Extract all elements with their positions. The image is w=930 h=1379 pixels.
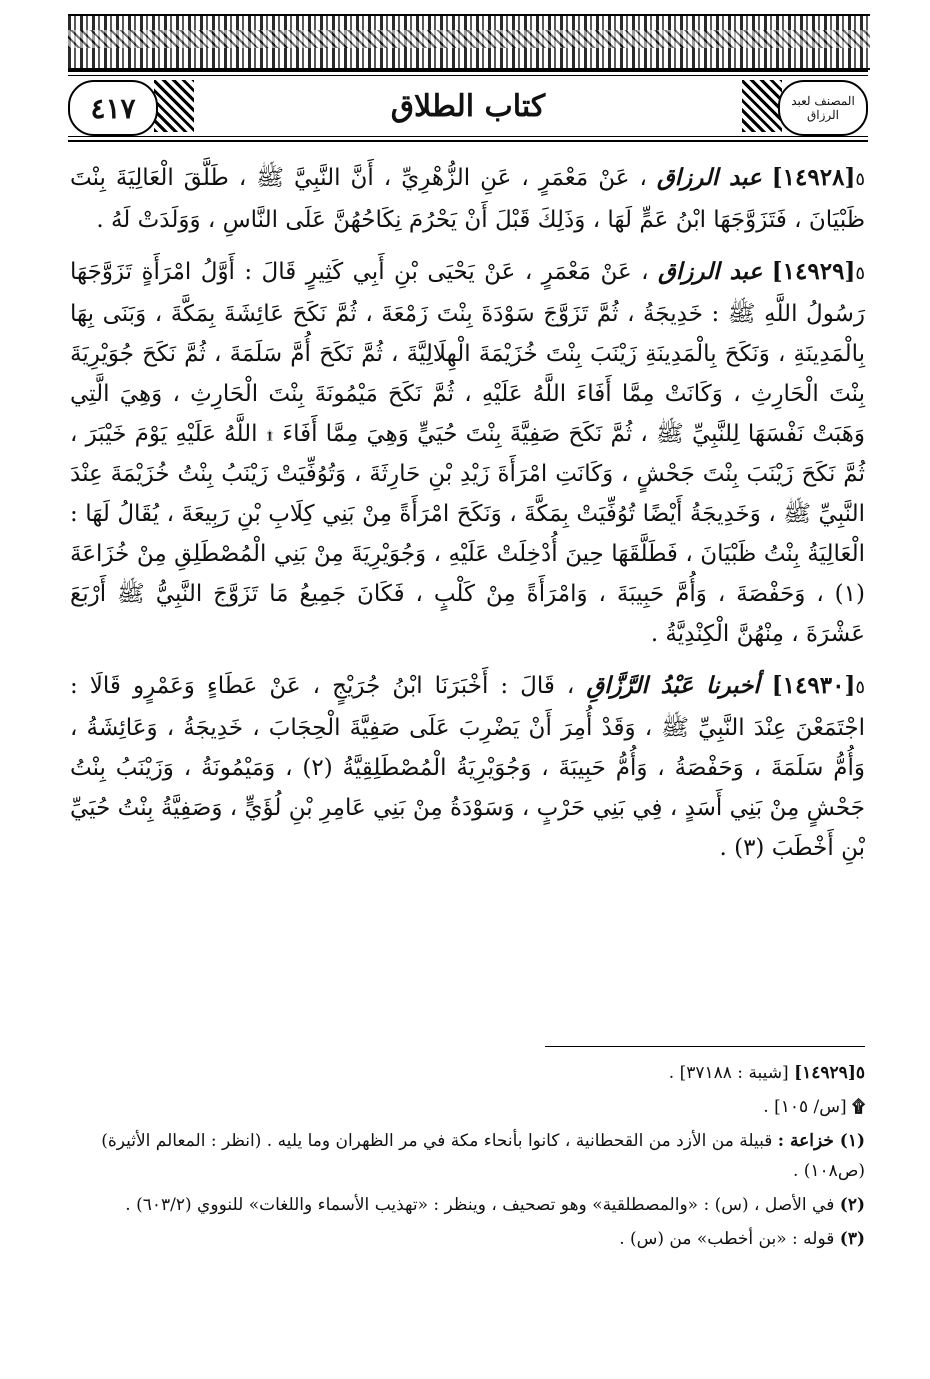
footnotes [70,1058,865,1258]
footnote-label: (٢) [839,1195,865,1215]
footnote-text: في الأصل ، (س) : «والمصطلقية» وهو تصحيف ، وينظر : «تهذيب الأسماء واللغات» للنووي (٦٠٣/٢) . [125,1195,835,1215]
footnote-text: [شيبة : ٣٧١٨٨] . [668,1063,789,1083]
hadith-narrator: أخبرنا عَبْدُ الرَّزَّاقِ [586,672,760,699]
header-rule-top-inner [68,75,868,76]
footnote-label: ۩ [852,1097,865,1117]
hadith-marker: ٥ [855,677,865,698]
hadith-number: [١٤٩٢٩] [771,258,856,285]
hadith-number: [١٤٩٢٨] [771,164,856,191]
footnote [70,1092,865,1122]
footnote-text: [س/ ١٠٥] . [763,1097,847,1117]
footnote-label: (٣) [839,1229,865,1249]
footnote [70,1224,865,1254]
hadith-marker: ٥ [855,169,866,190]
footnote [70,1190,865,1220]
hadith-entry [70,158,865,240]
footnote-text: قوله : «بن أخطب» من (س) . [619,1229,835,1249]
header-rule-top [68,70,868,72]
top-ornament-border [68,14,870,70]
hadith-narrator: عبد الرزاق [656,164,762,191]
header-rule-bottom-inner [68,136,868,137]
header-pattern-right [742,80,782,132]
footnote [70,1058,865,1088]
hadith-text: ، قَالَ : أَخْبَرَنَا ابْنُ جُرَيْجٍ ، عَنْ عَطَاءٍ وَعَمْرٍو قَالَا : اجْتَمَعْنَ عِنْدَ النَّبِيِّ ﷺ ، وَقَدْ أُمِرَ أَنْ يَضْرِبَ عَلَى صَفِيَّةَ الْحِجَابَ ، خَدِيجَةُ ، وَعَائِشَةُ ، وَأُمُّ سَلَمَةَ ، وَحَفْصَةُ ، وَأُمُّ حَبِيبَةَ ، وَجُوَيْرِيَةُ الْمُصْطَلِقِيَّةُ (٢) ، وَمَيْمُونَةُ ، وَزَيْنَبُ بِنْتُ جَحْشٍ مِنْ بَنِي أَسَدٍ ، فِي بَنِي حَرْبٍ ، وَسَوْدَةُ مِنْ بَنِي عَامِرِ بْنِ لُؤَيٍّ ، وَصَفِيَّةُ بِنْتُ حُيَيِّ بْنِ أَخْطَبَ (٣) . [70,673,865,861]
footnote-label: ٥[١٤٩٢٩] [794,1063,865,1083]
hadith-entry [70,252,865,654]
book-logo: المصنف لعبد الرزاق [778,80,868,136]
footnote-separator [545,1046,865,1047]
main-text [70,158,865,880]
page-header [68,70,868,142]
footnote [70,1126,865,1186]
header-pattern-left [154,80,194,132]
hadith-marker: ٥ [855,263,866,284]
page-number: ٤١٧ [68,80,158,136]
hadith-text: ، عَنْ مَعْمَرٍ ، عَنِ الزُّهْرِيِّ ، أَنَّ النَّبِيَّ ﷺ ، طَلَّقَ الْعَالِيَةَ بِنْتَ ظَبْيَانَ ، فَتَزَوَّجَهَا ابْنُ عَمٍّ لَهَا ، وَذَلِكَ قَبْلَ أَنْ يَحْرُمَ نِكَاحُهُنَّ عَلَى النَّاسِ ، وَوَلَدَتْ لَهُ . [70,165,865,233]
chapter-title: كتاب الطلاق [390,88,546,124]
hadith-text: ، عَنْ مَعْمَرٍ ، عَنْ يَحْيَى بْنِ أَبِي كَثِيرٍ قَالَ : أَوَّلُ امْرَأَةٍ تَزَوَّجَهَا رَسُولُ اللَّهِ ﷺ : خَدِيجَةُ ، ثُمَّ تَزَوَّجَ سَوْدَةَ بِنْتَ زَمْعَةَ ، ثُمَّ نَكَحَ عَائِشَةَ بِمَكَّةَ ، وَبَنَى بِهَا بِالْمَدِينَةِ ، وَنَكَحَ بِالْمَدِينَةِ زَيْنَبَ بِنْتَ خُزَيْمَةَ الْهِلَالِيَّةَ ، ثُمَّ نَكَحَ أُمَّ سَلَمَةَ ، ثُمَّ نَكَحَ جُوَيْرِيَةَ بِنْتَ الْحَارِثِ ، وَكَانَتْ مِمَّا أَفَاءَ اللَّهُ عَلَيْهِ ، ثُمَّ نَكَحَ مَيْمُونَةَ بِنْتَ الْحَارِثِ ، وَهِيَ الَّتِي وَهَبَتْ نَفْسَهَا لِلنَّبِيِّ ﷺ ، ثُمَّ نَكَحَ صَفِيَّةَ بِنْتَ حُيَيٍّ وَهِيَ مِمَّا أَفَاءَ ۩ اللَّهُ عَلَيْهِ يَوْمَ خَيْبَرَ ، ثُمَّ نَكَحَ زَيْنَبَ بِنْتَ جَحْشٍ ، وَكَانَتِ امْرَأَةَ زَيْدِ بْنِ حَارِثَةَ ، وَتُوُفِّيَتْ زَيْنَبُ بِنْتُ خُزَيْمَةَ عِنْدَ النَّبِيِّ ﷺ ، وَخَدِيجَةُ أَيْضًا تُوُفِّيَتْ بِمَكَّةَ ، وَنَكَحَ امْرَأَةً مِنْ بَنِي كِلَابِ بْنِ رَبِيعَةَ ، يُقَالُ لَهَا : الْعَالِيَةُ بِنْتُ ظَبْيَانَ ، فَطَلَّقَهَا حِينَ أُدْخِلَتْ عَلَيْهِ ، وَجُوَيْرِيَةَ مِنْ بَنِي الْمُصْطَلِقِ مِنْ خُزَاعَةَ (١) ، وَحَفْصَةَ ، وَأُمَّ حَبِيبَةَ ، وَامْرَأَةً مِنْ كَلْبٍ ، فَكَانَ جَمِيعُ مَا تَزَوَّجَ النَّبِيُّ ﷺ أَرْبَعَ عَشْرَةَ ، مِنْهُنَّ الْكِنْدِيَّةُ . [70,259,865,647]
footnote-label: (١) خزاعة : [777,1131,865,1151]
hadith-narrator: عبد الرزاق [658,258,763,285]
hadith-number: [١٤٩٣٠] [771,672,856,699]
hadith-entry [70,666,865,868]
footnote-text: قبيلة من الأزد من القحطانية ، كانوا بأنحاء مكة في مر الظهران وما يليه . (انظر : المعالم الأثيرة) (ص١٠٨) . [101,1131,865,1181]
header-rule-bottom [68,140,868,142]
